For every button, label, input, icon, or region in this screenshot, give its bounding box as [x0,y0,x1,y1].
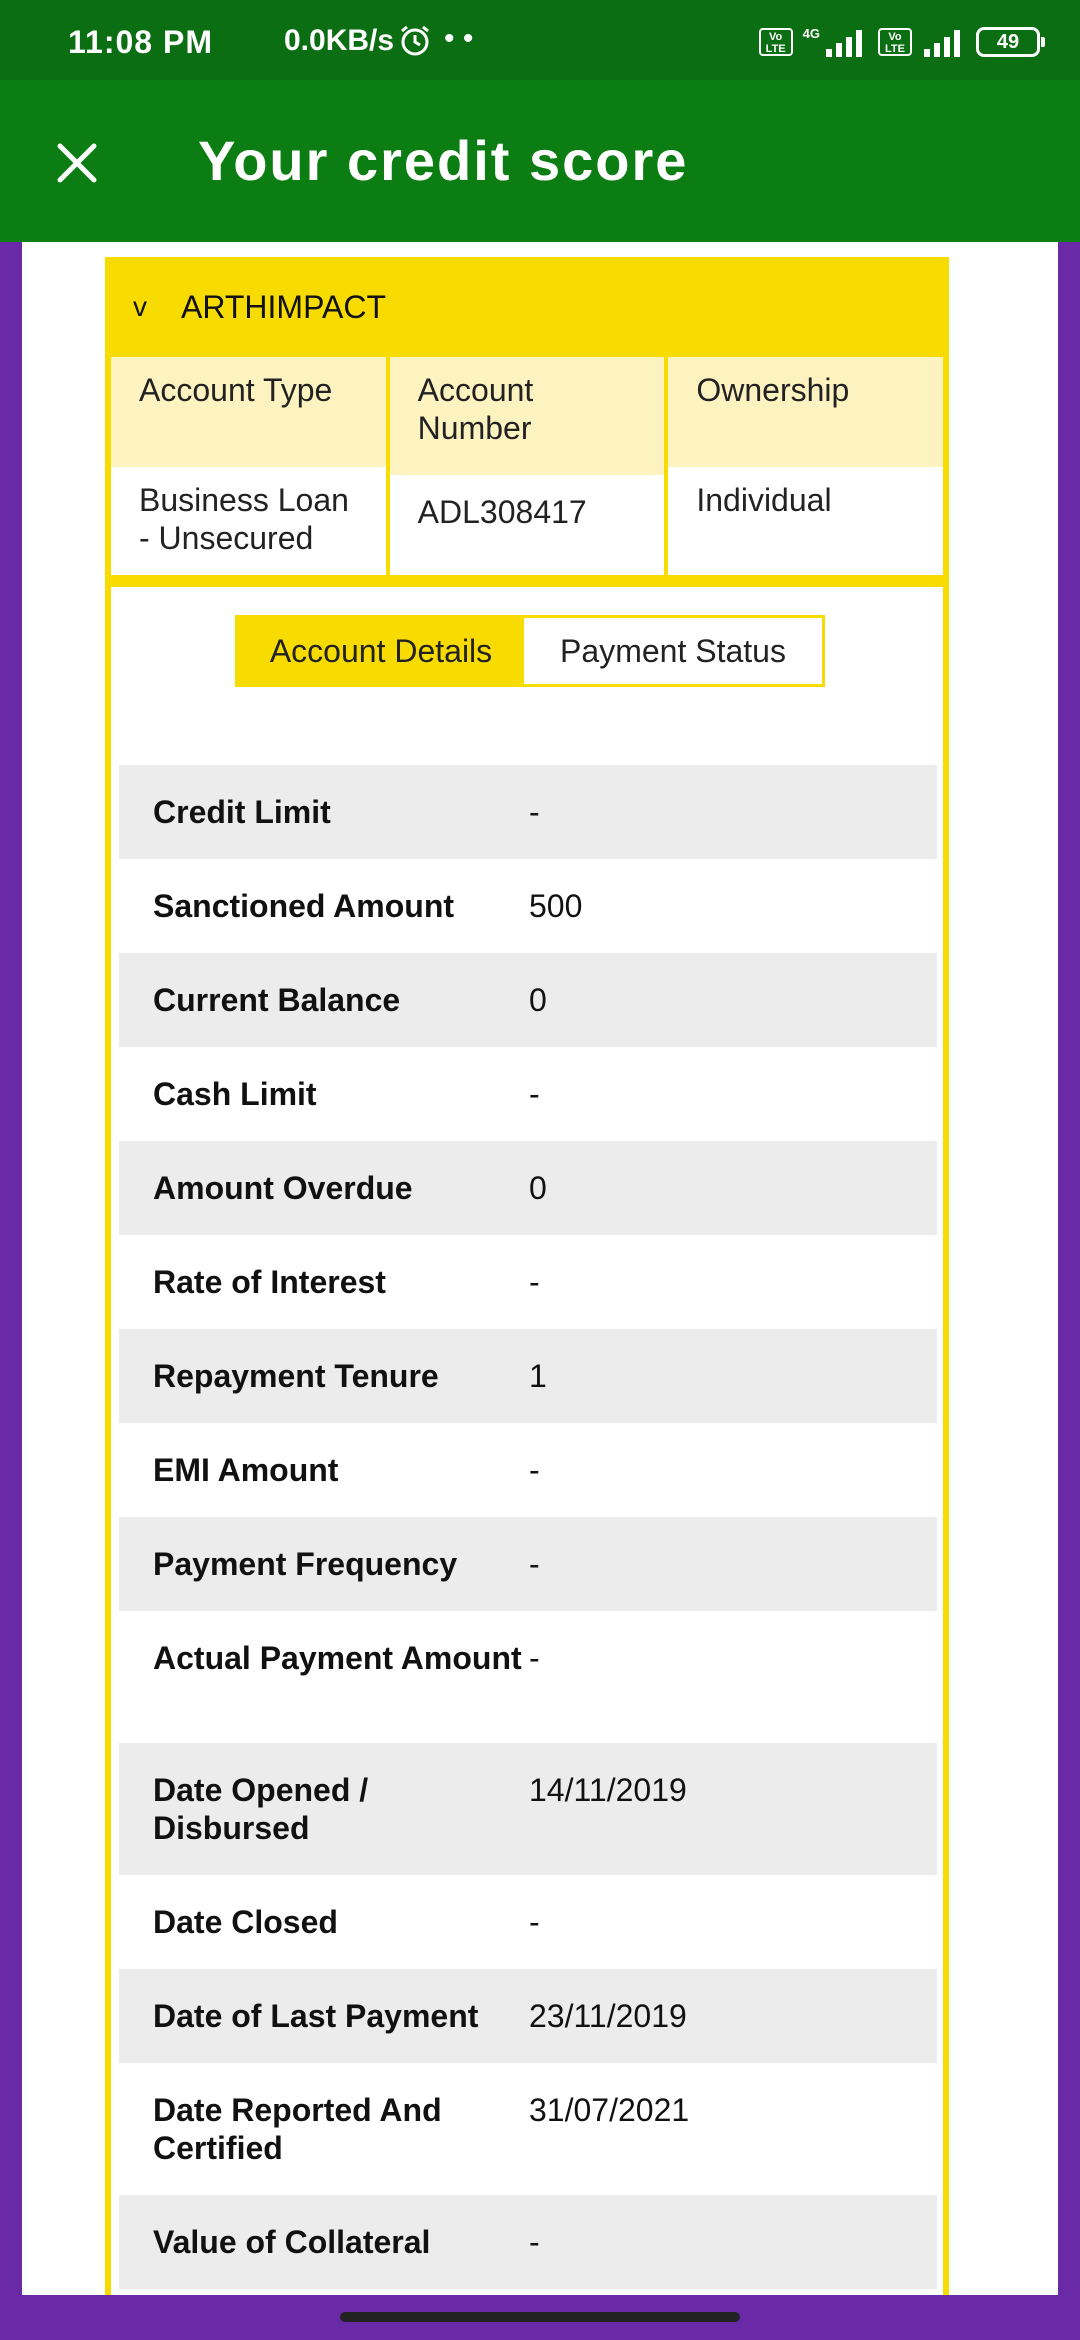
row-label: Amount Overdue [153,1170,413,1206]
table-row [119,1329,937,1423]
gesture-nav-bar[interactable] [340,2312,740,2322]
status-bar [0,0,1080,80]
chevron-down-icon[interactable]: v [133,291,147,322]
table-row [119,1047,937,1141]
row-value: - [529,1640,540,1676]
volte-badge-2: Vo LTE [878,28,912,56]
row-value: 31/07/2021 [529,2092,690,2128]
row-value: 1 [529,1358,547,1394]
table-row [119,2195,937,2289]
summary-col-type [111,357,386,575]
row-value: - [529,794,540,830]
account-type-header: Account Type [111,357,386,467]
account-number-value: ADL308417 [390,475,665,575]
ownership-header: Ownership [668,357,943,467]
row-label: Value of Collateral [153,2224,431,2260]
account-number-header: Account Number [390,357,665,475]
row-label: Date Opened / Disbursed [153,1772,369,1846]
table-row [119,953,937,1047]
table-row [119,765,937,859]
details-table [119,765,937,2289]
ownership-value: Individual [668,467,943,575]
row-value: - [529,2224,540,2260]
lender-name: ARTHIMPACT [181,288,387,325]
row-label: Actual Payment Amount [153,1640,522,1676]
signal-icon-2 [922,27,966,57]
table-row [119,2063,937,2195]
table-row [119,1969,937,2063]
table-row [119,1875,937,1969]
table-row [119,1141,937,1235]
table-row [119,1235,937,1329]
table-row [119,1743,937,1875]
status-time: 11:08 PM [68,24,213,60]
row-label: EMI Amount [153,1452,339,1488]
row-value: - [529,1264,540,1300]
row-label: Date Closed [153,1904,338,1940]
app-bar [0,80,1080,242]
table-row [119,1517,937,1611]
row-value: 23/11/2019 [529,1998,687,2034]
row-label: Credit Limit [153,794,331,830]
tab-bar [235,615,825,687]
volte-badge-1: Vo LTE [759,28,793,56]
row-value: - [529,1904,540,1940]
account-summary [111,357,943,575]
details-panel [111,587,943,2295]
row-value: 0 [529,1170,547,1206]
network-speed: 0.0KB/s [284,24,395,57]
tab-payment-status[interactable]: Payment Status [524,618,822,684]
row-value: - [529,1546,540,1582]
status-icons [759,22,1040,62]
row-value: - [529,1452,540,1488]
page-title: Your credit score [198,129,689,192]
close-icon[interactable] [52,138,102,188]
row-label: Payment Frequency [153,1546,458,1582]
row-label: Rate of Interest [153,1264,386,1300]
table-row [119,859,937,953]
account-card [105,257,949,2295]
notification-dots: • • [444,22,474,55]
row-value: 0 [529,982,547,1018]
battery-icon: 49 [976,27,1040,57]
account-header[interactable] [105,257,949,357]
summary-col-ownership [668,357,943,575]
row-label: Date Reported And Certified [153,2092,442,2166]
row-label: Repayment Tenure [153,1358,439,1394]
table-row [119,1423,937,1517]
row-value: - [529,1076,540,1112]
row-value: 14/11/2019 [529,1772,687,1808]
row-label: Cash Limit [153,1076,317,1112]
content-area [22,242,1058,2295]
summary-col-number [390,357,665,575]
network-type: 4G [802,25,820,41]
tab-account-details[interactable]: Account Details [238,618,524,684]
row-value: 500 [529,888,583,924]
row-label: Current Balance [153,982,401,1018]
alarm-icon [398,24,432,58]
row-label: Date of Last Payment [153,1998,479,2034]
table-row [119,1611,937,1743]
signal-icon [824,27,868,57]
account-type-value: Business Loan - Unsecured [111,467,386,575]
row-label: Sanctioned Amount [153,888,455,924]
